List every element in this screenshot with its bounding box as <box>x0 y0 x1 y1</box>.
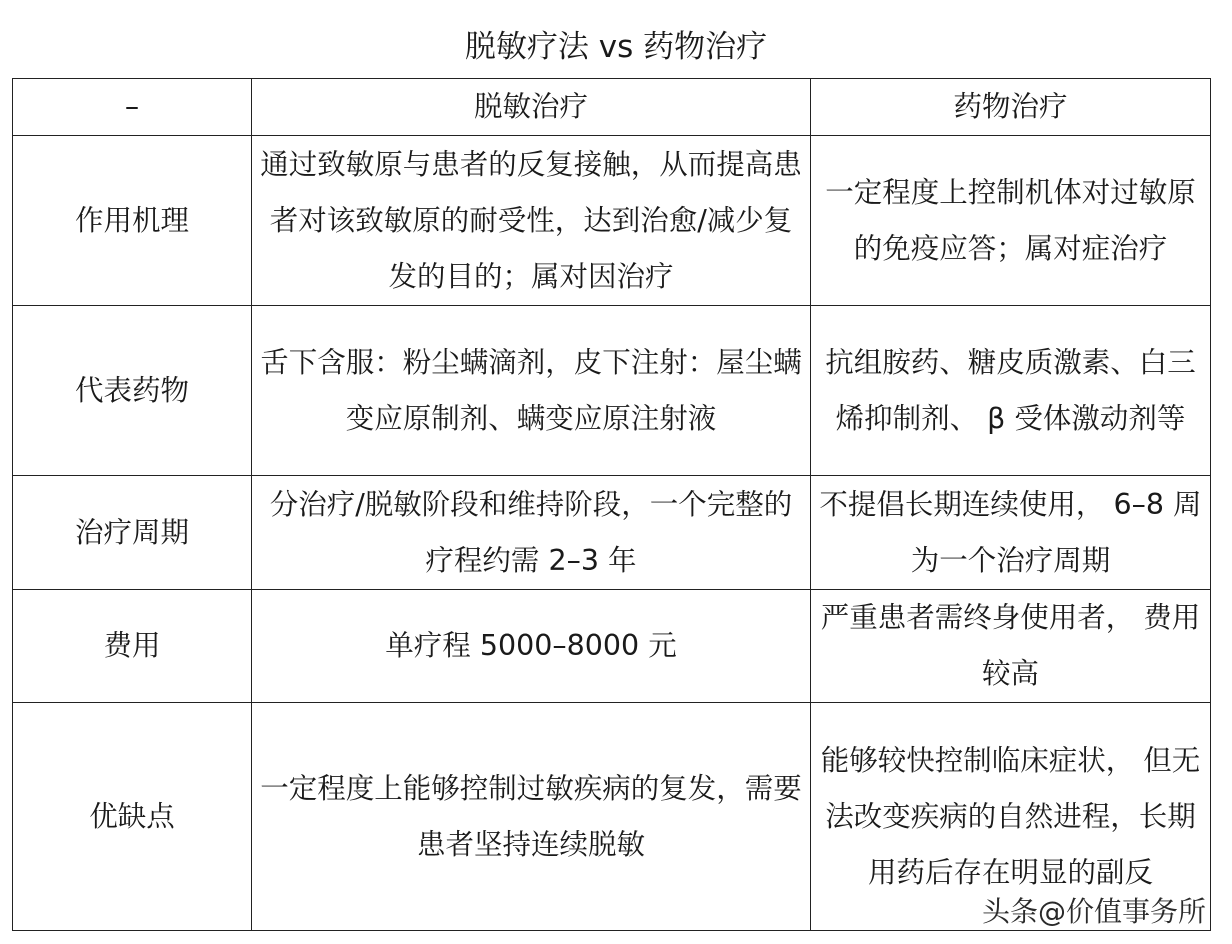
row-label: 治疗周期 <box>13 476 252 590</box>
row-label: 优缺点 <box>13 703 252 931</box>
desensitization-cell: 单疗程 5000–8000 元 <box>252 590 811 703</box>
header-cell-blank: – <box>13 79 252 136</box>
header-cell-medication: 药物治疗 <box>811 79 1211 136</box>
table-header-row <box>13 79 1211 136</box>
header-cell-desensitization: 脱敏治疗 <box>252 79 811 136</box>
medication-cell: 能够较快控制临床症状， 但无法改变疾病的自然进程，长期用药后存在明显的副反 <box>811 703 1211 931</box>
desensitization-cell: 一定程度上能够控制过敏疾病的复发，需要患者坚持连续脱敏 <box>252 703 811 931</box>
table-row <box>13 476 1211 590</box>
medication-cell: 一定程度上控制机体对过敏原的免疫应答；属对症治疗 <box>811 136 1211 306</box>
table-row <box>13 590 1211 703</box>
desensitization-cell: 通过致敏原与患者的反复接触，从而提高患者对该致敏原的耐受性，达到治愈/减少复发的目的；属对因治疗 <box>252 136 811 306</box>
source-watermark: 头条@价值事务所 <box>981 895 1206 928</box>
row-label: 费用 <box>13 590 252 703</box>
table-row <box>13 136 1211 306</box>
medication-cell: 不提倡长期连续使用， 6–8 周为一个治疗周期 <box>811 476 1211 590</box>
table-row <box>13 306 1211 476</box>
page-title: 脱敏疗法 vs 药物治疗 <box>464 29 768 65</box>
comparison-table <box>12 78 1211 931</box>
desensitization-cell: 分治疗/脱敏阶段和维持阶段，一个完整的疗程约需 2–3 年 <box>252 476 811 590</box>
row-label: 代表药物 <box>13 306 252 476</box>
desensitization-cell: 舌下含服：粉尘螨滴剂，皮下注射：屋尘螨变应原制剂、螨变应原注射液 <box>252 306 811 476</box>
medication-cell: 严重患者需终身使用者， 费用较高 <box>811 590 1211 703</box>
row-label: 作用机理 <box>13 136 252 306</box>
medication-cell: 抗组胺药、糖皮质激素、白三烯抑制剂、 β 受体激动剂等 <box>811 306 1211 476</box>
